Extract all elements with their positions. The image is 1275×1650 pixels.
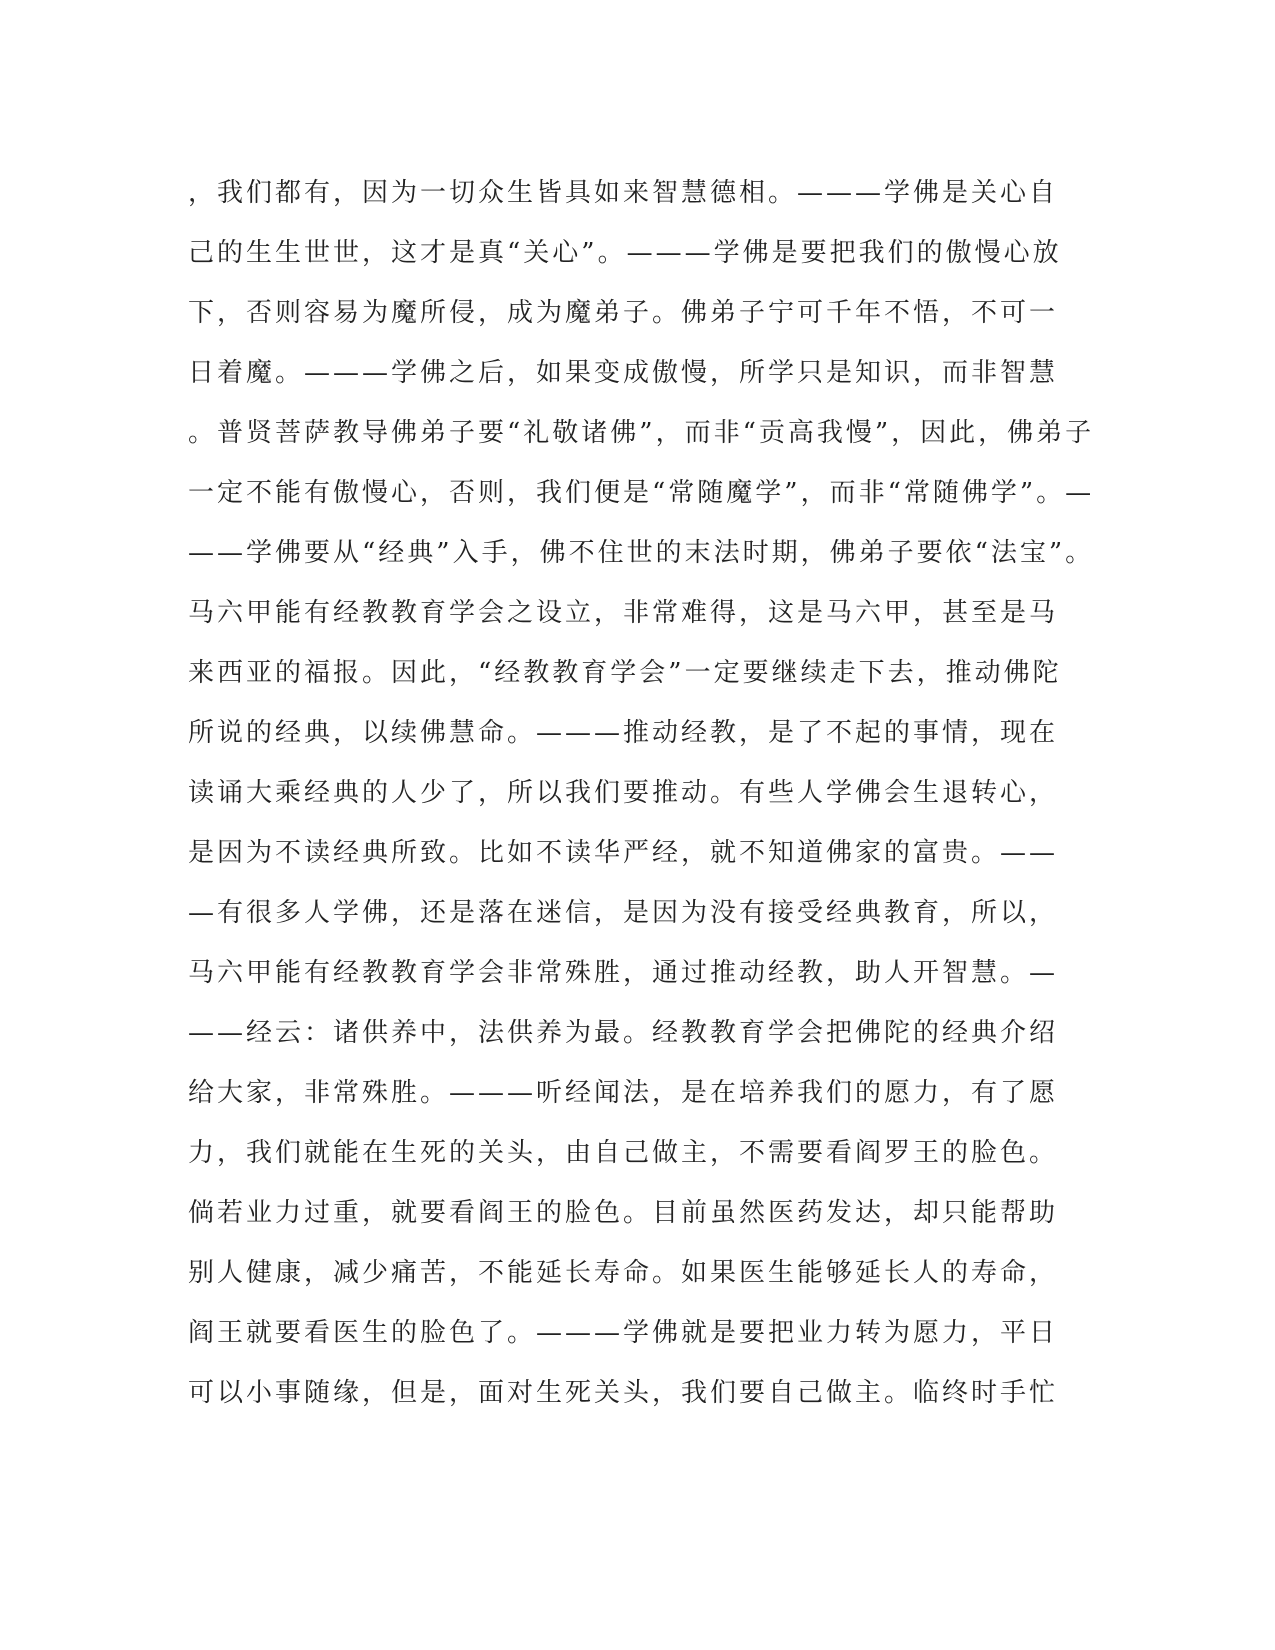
text-line: 一定不能有傲慢心，否则，我们便是“常随魔学”，而非“常随佛学”。— [188, 478, 1095, 508]
text-line: 马六甲能有经教教育学会非常殊胜，通过推动经教，助人开智慧。— [188, 958, 1059, 988]
text-line: 可以小事随缘，但是，面对生死关头，我们要自己做主。临终时手忙 [188, 1378, 1059, 1408]
text-line: ——经云：诸供养中，法供养为最。经教教育学会把佛陀的经典介绍 [188, 1018, 1059, 1048]
text-line: 给大家，非常殊胜。———听经闻法，是在培养我们的愿力，有了愿 [188, 1078, 1059, 1108]
text-line: 别人健康，减少痛苦，不能延长寿命。如果医生能够延长人的寿命， [188, 1258, 1059, 1288]
body-text [188, 163, 1095, 1423]
text-line: 力，我们就能在生死的关头，由自己做主，不需要看阎罗王的脸色。 [188, 1138, 1059, 1168]
text-line: 马六甲能有经教教育学会之设立，非常难得，这是马六甲，甚至是马 [188, 598, 1059, 628]
text-line: 来西亚的福报。因此，“经教教育学会”一定要继续走下去，推动佛陀 [188, 658, 1062, 688]
text-line: 己的生生世世，这才是真“关心”。———学佛是要把我们的傲慢心放 [188, 238, 1062, 268]
text-line: 阎王就要看医生的脸色了。———学佛就是要把业力转为愿力，平日 [188, 1318, 1059, 1348]
text-line: —有很多人学佛，还是落在迷信，是因为没有接受经典教育，所以， [188, 898, 1059, 928]
text-line: 。普贤菩萨教导佛弟子要“礼敬诸佛”，而非“贡高我慢”，因此，佛弟子 [188, 418, 1095, 448]
text-line: 下，否则容易为魔所侵，成为魔弟子。佛弟子宁可千年不悟，不可一 [188, 298, 1059, 328]
text-line: 读诵大乘经典的人少了，所以我们要推动。有些人学佛会生退转心， [188, 778, 1059, 808]
text-line: 日着魔。———学佛之后，如果变成傲慢，所学只是知识，而非智慧 [188, 358, 1059, 388]
text-line: ——学佛要从“经典”入手，佛不住世的末法时期，佛弟子要依“法宝”。 [188, 538, 1095, 568]
text-line: 所说的经典，以续佛慧命。———推动经教，是了不起的事情，现在 [188, 718, 1059, 748]
text-line: 是因为不读经典所致。比如不读华严经，就不知道佛家的富贵。—— [188, 838, 1059, 868]
text-line: 倘若业力过重，就要看阎王的脸色。目前虽然医药发达，却只能帮助 [188, 1198, 1059, 1228]
text-line: ，我们都有，因为一切众生皆具如来智慧德相。———学佛是关心自 [188, 178, 1059, 208]
